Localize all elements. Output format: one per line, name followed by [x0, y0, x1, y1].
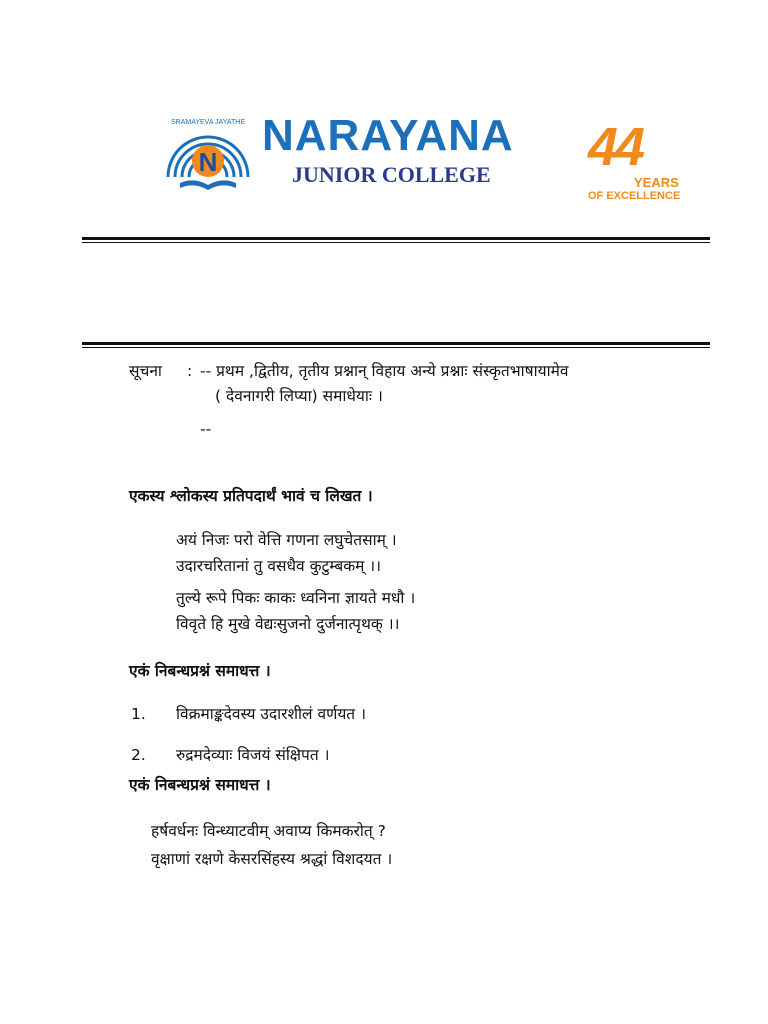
anniversary-tagline: OF EXCELLENCE: [588, 190, 681, 202]
college-emblem: [158, 115, 258, 195]
top-rule-thick: [82, 237, 710, 240]
mid-rule-thin: [82, 347, 710, 348]
verse-2-line-1: तुल्ये रूपे पिकः काकः ध्वनिना ज्ञायते मधौ ।: [176, 589, 416, 607]
question-1-text: विक्रमाङ्कदेवस्य उदारशीलं वर्णयत ।: [176, 705, 366, 723]
emblem-motto: SRAMAYEVA JAYATHE: [170, 119, 246, 126]
verse-2-line-2: विवृते हि मुखे वेद्यःसुजनो दुर्जनात्पृथक् ।।: [176, 615, 400, 633]
anniversary-number: 44: [588, 117, 643, 177]
top-rule-thin: [82, 242, 710, 243]
instructions-line-3: --: [200, 420, 212, 438]
verse-1-line-1: अयं निजः परो वेत्ति गणना लघुचेतसाम् ।: [176, 531, 397, 549]
instructions-label: सूचना: [129, 362, 162, 380]
question-1-number: 1.: [131, 705, 146, 723]
college-subtitle: JUNIOR COLLEGE: [292, 162, 491, 187]
section-2-heading: एकं निबन्धप्रश्नं समाधत्त ।: [129, 662, 271, 680]
section-3-heading: एकं निबन्धप्रश्नं समाधत्त ।: [129, 776, 271, 794]
instructions-separator: :: [187, 362, 193, 380]
mid-rule-thick: [82, 342, 710, 345]
anniversary-years: YEARS: [634, 175, 679, 190]
verse-1-line-2: उदारचरितानां तु वसधैव कुटुम्बकम् ।।: [176, 557, 382, 575]
question-3-line-1: हर्षवर्धनः विन्ध्याटवीम् अवाप्य किमकरोत् ?: [151, 822, 386, 840]
question-3-line-2: वृक्षाणां रक्षणे केसरसिंहस्य श्रद्धां विशदयत ।: [151, 850, 393, 868]
question-2-number: 2.: [131, 746, 146, 764]
instructions-line-2: ( देवनागरी लिप्या) समाधेयाः ।: [215, 387, 383, 405]
emblem-letter: N: [198, 147, 218, 177]
section-1-heading: एकस्य श्लोकस्य प्रतिपदार्थं भावं च लिखत ।: [129, 487, 373, 505]
question-2-text: रुद्रमदेव्याः विजयं संक्षिपत ।: [176, 746, 330, 764]
college-name: NARAYANA: [262, 111, 514, 160]
instructions-line-1: -- प्रथम ,द्वितीय, तृतीय प्रश्नान् विहाय अन्ये प्रश्नाः संस्कृतभाषायामेव: [200, 362, 569, 380]
